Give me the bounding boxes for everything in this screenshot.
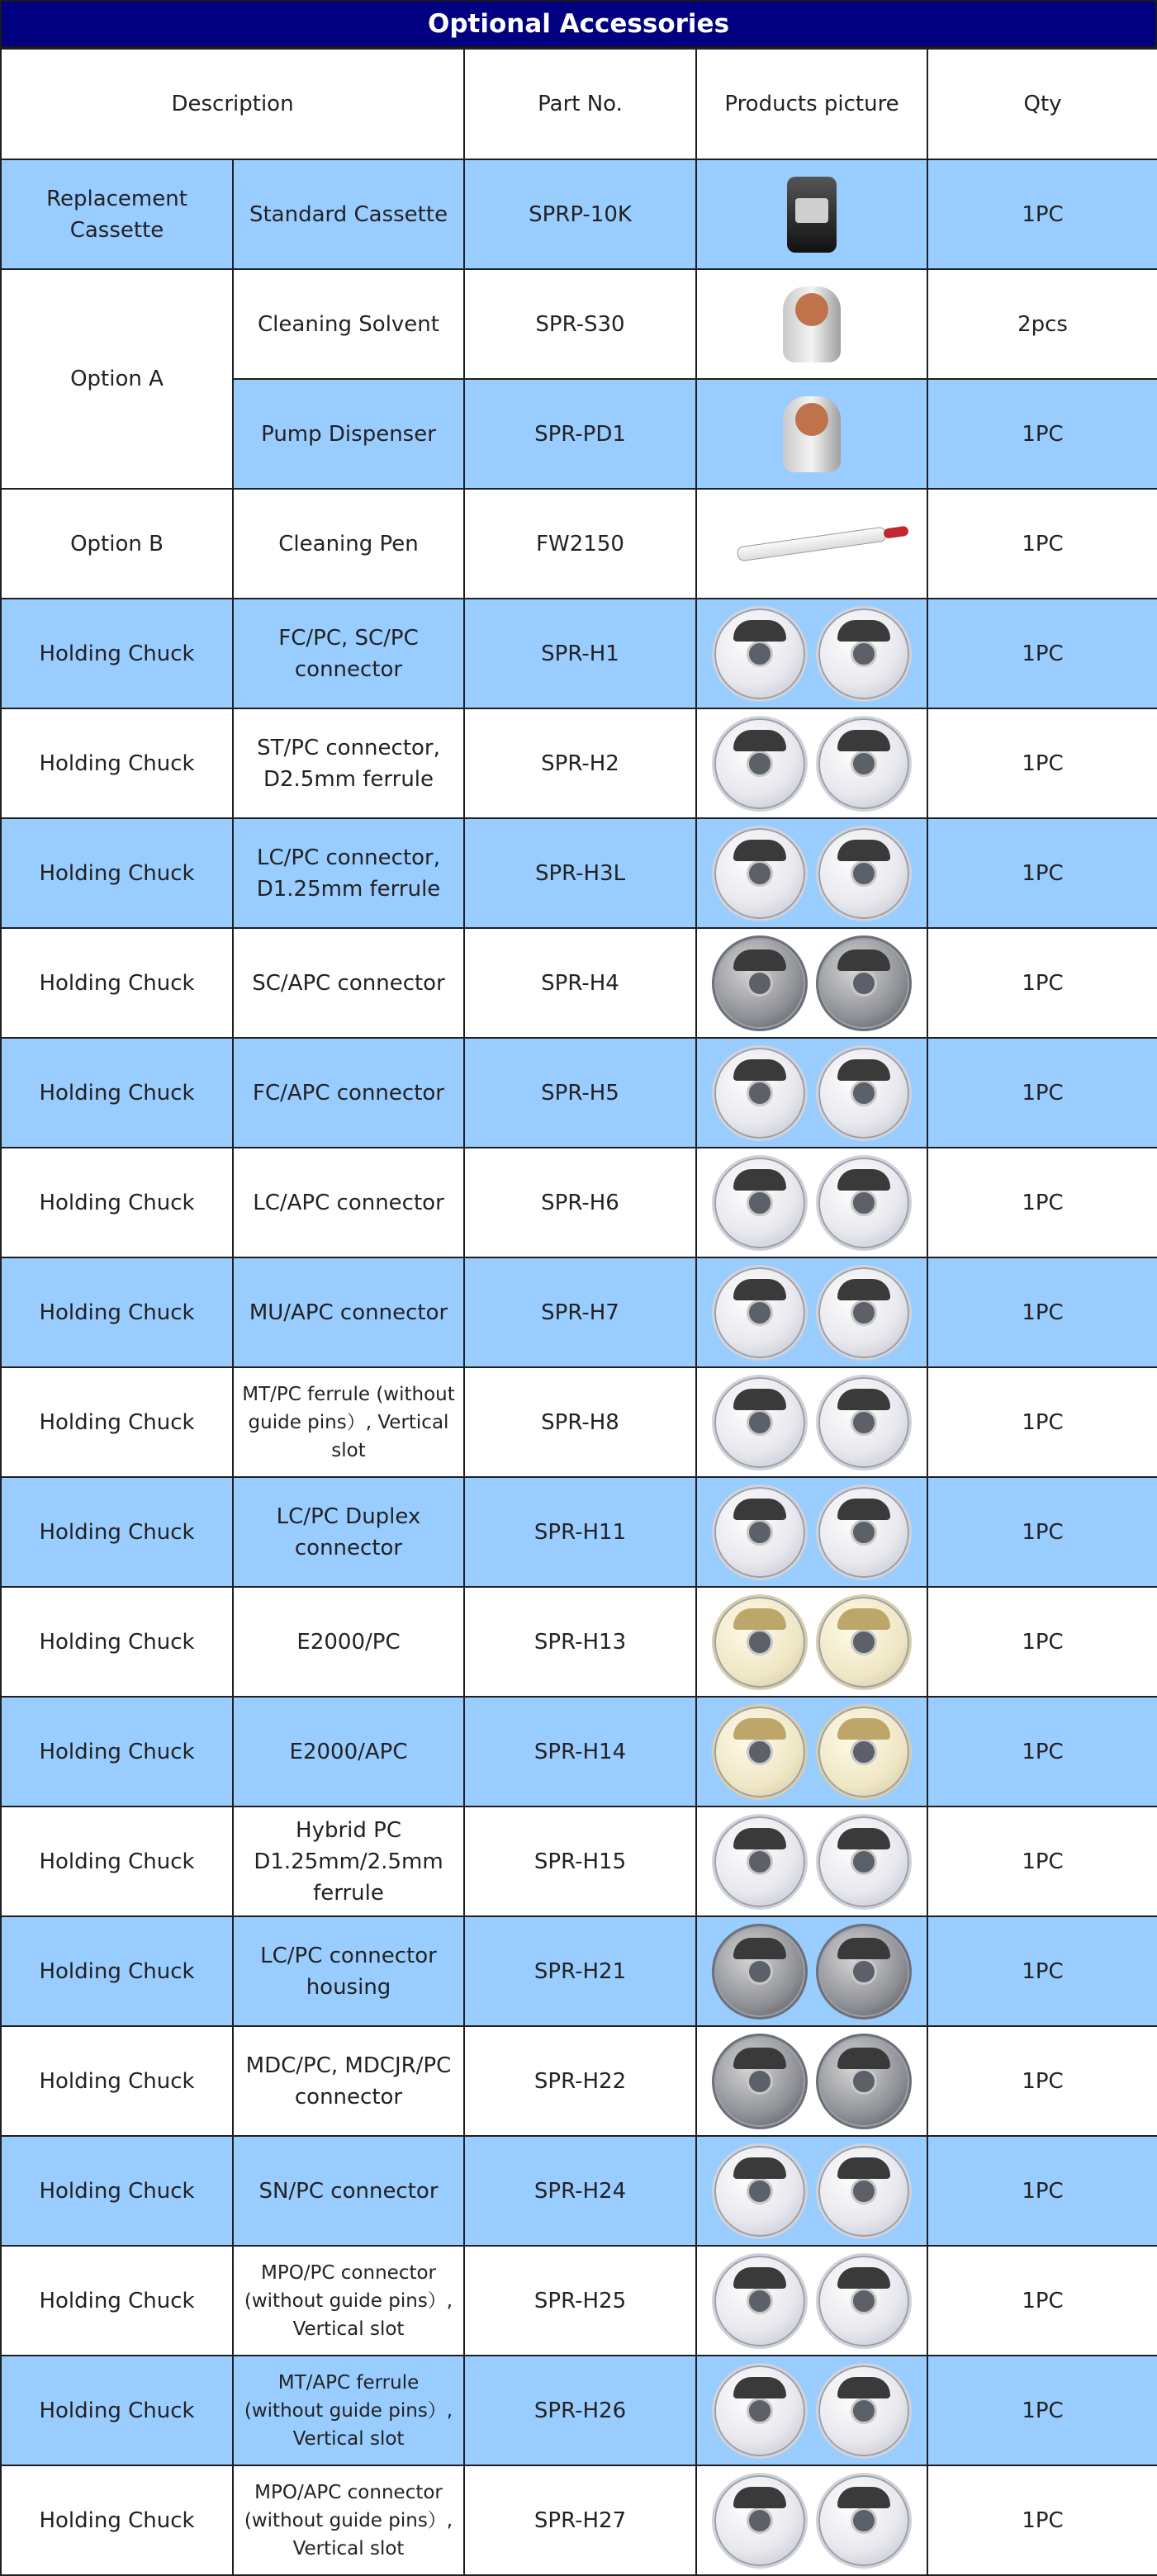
picture-cell	[696, 1697, 927, 1807]
qty-cell: 1PC	[927, 928, 1157, 1038]
holding-chuck-image	[816, 2473, 912, 2569]
qty-cell: 1PC	[927, 2465, 1157, 2575]
table-row	[1, 1038, 1157, 1148]
qty-cell: 1PC	[927, 599, 1157, 708]
part-cell: SPR-H25	[464, 2246, 696, 2356]
solvent-bottle-image	[783, 286, 841, 362]
qty-cell: 1PC	[927, 1697, 1157, 1807]
group-cell: Holding Chuck	[1, 1916, 233, 2026]
item-cell: Pump Dispenser	[233, 379, 464, 489]
qty-cell: 1PC	[927, 1916, 1157, 2026]
holding-chuck-image	[816, 1375, 912, 1470]
item-cell: LC/APC connector	[233, 1148, 464, 1257]
item-cell: FC/PC, SC/PC connector	[233, 599, 464, 708]
item-cell: E2000/PC	[233, 1587, 464, 1697]
picture-cell	[696, 2356, 927, 2465]
group-cell: Holding Chuck	[1, 928, 233, 1038]
holding-chuck-image	[816, 1155, 912, 1251]
item-cell: MPO/APC connector (without guide pins）, Vertical slot	[233, 2465, 464, 2575]
qty-cell: 1PC	[927, 2356, 1157, 2465]
qty-cell: 1PC	[927, 818, 1157, 928]
picture-cell	[696, 599, 927, 708]
part-cell: SPR-H8	[464, 1367, 696, 1477]
group-cell: Holding Chuck	[1, 1367, 233, 1477]
holding-chuck-image	[712, 1265, 808, 1361]
group-cell: Replacement Cassette	[1, 159, 233, 269]
holding-chuck-image	[712, 1485, 808, 1580]
group-cell: Holding Chuck	[1, 1477, 233, 1587]
part-cell: SPR-H3L	[464, 818, 696, 928]
item-cell: ST/PC connector, D2.5mm ferrule	[233, 708, 464, 818]
table-row	[1, 1807, 1157, 1916]
qty-cell: 1PC	[927, 159, 1157, 269]
holding-chuck-image	[712, 1924, 808, 2020]
holding-chuck-image	[712, 1704, 808, 1800]
picture-cell	[696, 2136, 927, 2246]
holding-chuck-image	[712, 1375, 808, 1470]
group-cell: Holding Chuck	[1, 1038, 233, 1148]
header-picture: Products picture	[696, 49, 927, 159]
table-row	[1, 2026, 1157, 2136]
holding-chuck-image	[816, 2034, 912, 2129]
holding-chuck-image	[712, 826, 808, 921]
group-cell: Holding Chuck	[1, 599, 233, 708]
qty-cell: 2pcs	[927, 269, 1157, 379]
cassette-image	[787, 177, 837, 253]
table-row	[1, 1916, 1157, 2026]
qty-cell: 1PC	[927, 2026, 1157, 2136]
table-row	[1, 159, 1157, 269]
picture-cell	[696, 928, 927, 1038]
holding-chuck-image	[712, 2473, 808, 2569]
item-cell: SC/APC connector	[233, 928, 464, 1038]
holding-chuck-image	[712, 1594, 808, 1690]
picture-cell	[696, 1477, 927, 1587]
part-cell: SPR-H27	[464, 2465, 696, 2575]
holding-chuck-image	[816, 1924, 912, 2020]
part-cell: SPR-H1	[464, 599, 696, 708]
holding-chuck-image	[712, 2253, 808, 2349]
picture-cell	[696, 269, 927, 379]
holding-chuck-image	[712, 606, 808, 702]
part-cell: SPR-H6	[464, 1148, 696, 1257]
page-title: Optional Accessories	[0, 0, 1157, 48]
part-cell: SPR-S30	[464, 269, 696, 379]
table-row	[1, 489, 1157, 599]
table-row	[1, 599, 1157, 708]
group-cell: Holding Chuck	[1, 2465, 233, 2575]
group-cell: Holding Chuck	[1, 2356, 233, 2465]
picture-cell	[696, 1257, 927, 1367]
accessories-table	[0, 48, 1157, 2576]
holding-chuck-image	[712, 1155, 808, 1251]
picture-cell	[696, 2246, 927, 2356]
holding-chuck-image	[816, 1814, 912, 1910]
picture-cell	[696, 818, 927, 928]
qty-cell: 1PC	[927, 1257, 1157, 1367]
item-cell: Cleaning Solvent	[233, 269, 464, 379]
holding-chuck-image	[816, 1594, 912, 1690]
item-cell: MU/APC connector	[233, 1257, 464, 1367]
item-cell: LC/PC connector, D1.25mm ferrule	[233, 818, 464, 928]
qty-cell: 1PC	[927, 379, 1157, 489]
picture-cell	[696, 379, 927, 489]
picture-cell	[696, 489, 927, 599]
table-row	[1, 1367, 1157, 1477]
table-row	[1, 269, 1157, 379]
group-cell: Holding Chuck	[1, 708, 233, 818]
picture-cell	[696, 1367, 927, 1477]
qty-cell: 1PC	[927, 1807, 1157, 1916]
part-cell: SPR-H13	[464, 1587, 696, 1697]
part-cell: SPRP-10K	[464, 159, 696, 269]
group-cell: Holding Chuck	[1, 818, 233, 928]
table-row	[1, 2136, 1157, 2246]
picture-cell	[696, 1587, 927, 1697]
table-row	[1, 1257, 1157, 1367]
table-row	[1, 1148, 1157, 1257]
holding-chuck-image	[816, 2143, 912, 2239]
cleaning-pen-image	[737, 526, 888, 561]
holding-chuck-image	[712, 1814, 808, 1910]
picture-cell	[696, 1916, 927, 2026]
item-cell: LC/PC connector housing	[233, 1916, 464, 2026]
holding-chuck-image	[712, 1045, 808, 1141]
picture-cell	[696, 2026, 927, 2136]
qty-cell: 1PC	[927, 489, 1157, 599]
group-cell: Holding Chuck	[1, 1697, 233, 1807]
item-cell: FC/APC connector	[233, 1038, 464, 1148]
holding-chuck-image	[816, 935, 912, 1031]
part-cell: SPR-H5	[464, 1038, 696, 1148]
item-cell: SN/PC connector	[233, 2136, 464, 2246]
table-row	[1, 1697, 1157, 1807]
qty-cell: 1PC	[927, 2246, 1157, 2356]
qty-cell: 1PC	[927, 2136, 1157, 2246]
group-cell: Option B	[1, 489, 233, 599]
group-cell: Holding Chuck	[1, 1807, 233, 1916]
qty-cell: 1PC	[927, 1477, 1157, 1587]
part-cell: FW2150	[464, 489, 696, 599]
table-row	[1, 708, 1157, 818]
holding-chuck-image	[712, 2034, 808, 2129]
table-row	[1, 2246, 1157, 2356]
item-cell: MPO/PC connector (without guide pins）, Vertical slot	[233, 2246, 464, 2356]
holding-chuck-image	[816, 1045, 912, 1141]
holding-chuck-image	[816, 1704, 912, 1800]
header-part-no: Part No.	[464, 49, 696, 159]
item-cell: Hybrid PC D1.25mm/2.5mm ferrule	[233, 1807, 464, 1916]
part-cell: SPR-H2	[464, 708, 696, 818]
qty-cell: 1PC	[927, 1587, 1157, 1697]
group-cell: Holding Chuck	[1, 2246, 233, 2356]
group-cell: Holding Chuck	[1, 1257, 233, 1367]
group-cell: Holding Chuck	[1, 1148, 233, 1257]
group-cell: Option A	[1, 269, 233, 489]
part-cell: SPR-H26	[464, 2356, 696, 2465]
part-cell: SPR-PD1	[464, 379, 696, 489]
item-cell: E2000/APC	[233, 1697, 464, 1807]
item-cell: Standard Cassette	[233, 159, 464, 269]
qty-cell: 1PC	[927, 1038, 1157, 1148]
table-row	[1, 818, 1157, 928]
holding-chuck-image	[816, 1485, 912, 1580]
table-row	[1, 928, 1157, 1038]
holding-chuck-image	[712, 2363, 808, 2459]
picture-cell	[696, 708, 927, 818]
table-row	[1, 1587, 1157, 1697]
holding-chuck-image	[816, 606, 912, 702]
holding-chuck-image	[816, 2363, 912, 2459]
part-cell: SPR-H22	[464, 2026, 696, 2136]
part-cell: SPR-H24	[464, 2136, 696, 2246]
group-cell: Holding Chuck	[1, 1587, 233, 1697]
table-row	[1, 2356, 1157, 2465]
part-cell: SPR-H4	[464, 928, 696, 1038]
item-cell: MT/APC ferrule (without guide pins）, Vertical slot	[233, 2356, 464, 2465]
item-cell: MDC/PC, MDCJR/PC connector	[233, 2026, 464, 2136]
holding-chuck-image	[712, 935, 808, 1031]
picture-cell	[696, 1038, 927, 1148]
holding-chuck-image	[712, 716, 808, 812]
picture-cell	[696, 1807, 927, 1916]
qty-cell: 1PC	[927, 1148, 1157, 1257]
part-cell: SPR-H14	[464, 1697, 696, 1807]
holding-chuck-image	[816, 826, 912, 921]
group-cell: Holding Chuck	[1, 2026, 233, 2136]
picture-cell	[696, 1148, 927, 1257]
table-row	[1, 1477, 1157, 1587]
header-qty: Qty	[927, 49, 1157, 159]
pump-dispenser-image	[783, 396, 841, 472]
header-description: Description	[1, 49, 464, 159]
picture-cell	[696, 159, 927, 269]
table-row	[1, 2465, 1157, 2575]
picture-cell	[696, 2465, 927, 2575]
group-cell: Holding Chuck	[1, 2136, 233, 2246]
holding-chuck-image	[712, 2143, 808, 2239]
part-cell: SPR-H7	[464, 1257, 696, 1367]
qty-cell: 1PC	[927, 708, 1157, 818]
item-cell: MT/PC ferrule (without guide pins）, Vertical slot	[233, 1367, 464, 1477]
item-cell: LC/PC Duplex connector	[233, 1477, 464, 1587]
holding-chuck-image	[816, 1265, 912, 1361]
holding-chuck-image	[816, 2253, 912, 2349]
part-cell: SPR-H15	[464, 1807, 696, 1916]
part-cell: SPR-H21	[464, 1916, 696, 2026]
holding-chuck-image	[816, 716, 912, 812]
item-cell: Cleaning Pen	[233, 489, 464, 599]
part-cell: SPR-H11	[464, 1477, 696, 1587]
qty-cell: 1PC	[927, 1367, 1157, 1477]
